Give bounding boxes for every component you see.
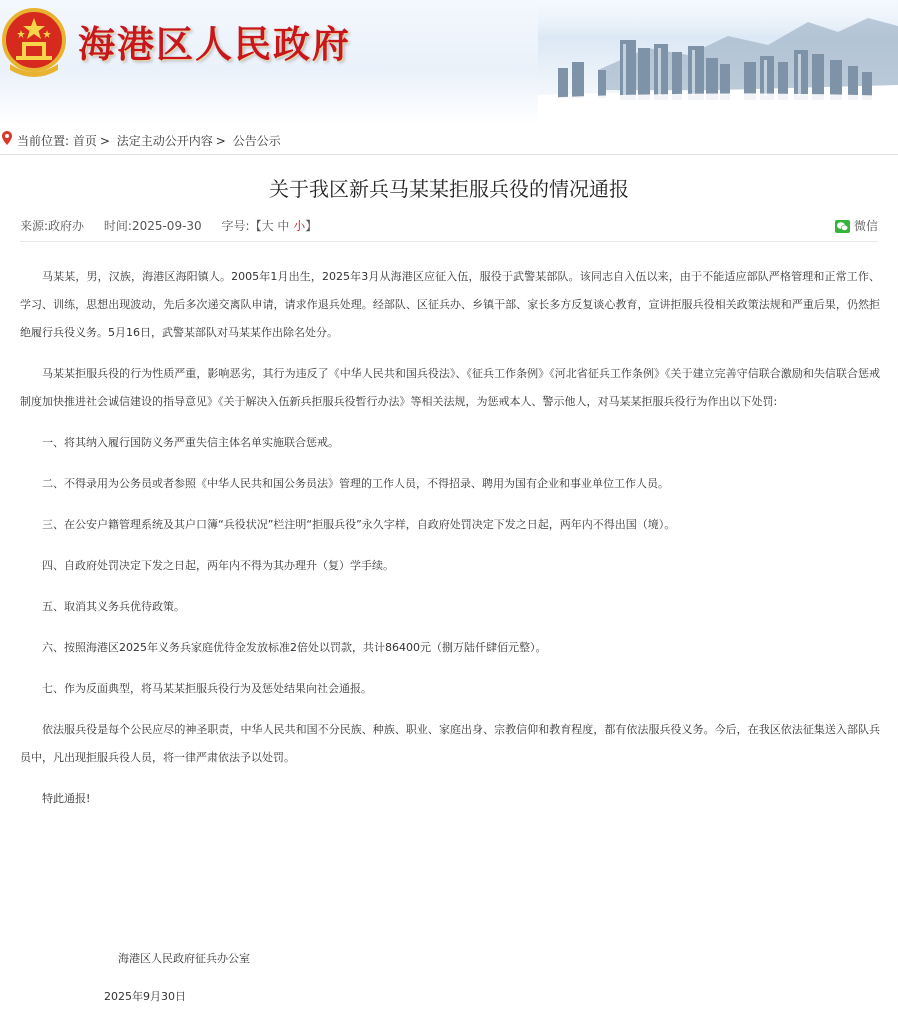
bracket-open: 【 xyxy=(249,219,262,233)
signature: 海港区人民政府征兵办公室 xyxy=(118,952,250,965)
article-body xyxy=(20,263,880,826)
meta-font-size xyxy=(222,219,318,233)
breadcrumb-home[interactable]: 首页 xyxy=(72,134,97,148)
source-label: 来源: xyxy=(20,219,49,233)
share-wechat-label: 微信 xyxy=(853,219,878,233)
share-wechat-button[interactable] xyxy=(835,217,878,234)
font-size-label: 字号: xyxy=(221,219,250,233)
breadcrumb-public-content[interactable]: 法定主动公开内容 xyxy=(116,134,213,148)
breadcrumb-separator: > xyxy=(215,134,226,148)
publish-date: 2025年9月30日 xyxy=(104,990,186,1003)
national-emblem-icon xyxy=(2,6,66,80)
breadcrumb-separator: > xyxy=(99,134,110,148)
wechat-icon xyxy=(835,220,850,233)
time-value: 2025-09-30 xyxy=(131,219,202,233)
paragraph: 五、取消其义务兵优待政策。 xyxy=(42,600,185,613)
paragraph: 四、自政府处罚决定下发之日起，两年内不得为其办理升（复）学手续。 xyxy=(42,559,394,572)
bracket-close: 】 xyxy=(305,219,318,233)
time-label: 时间: xyxy=(103,219,132,233)
paragraph: 马某某拒服兵役的行为性质严重，影响恶劣，其行为违反了《中华人民共和国兵役法》、《征兵工作条例》《河北省征兵工作条例》《关于建立完善守信联合激励和失信联合惩戒制度加快推进社会诚信建设的指导意见》《关于解决入伍新兵拒服兵役暂行办法》等相关法规，为惩戒本人、警示他人，对马某某拒服兵役行为作出以下处罚: xyxy=(20,367,880,408)
site-title[interactable]: 海港区人民政府 xyxy=(78,23,351,66)
paragraph: 六、按照海港区2025年义务兵家庭优待金发放标准2倍处以罚款，共计86400元（捌万陆仟肆佰元整）。 xyxy=(42,641,547,654)
source-value: 政府办 xyxy=(48,219,85,233)
meta-source xyxy=(20,219,84,233)
font-size-small-button[interactable]: 小 xyxy=(293,219,306,233)
site-header xyxy=(0,0,898,125)
paragraph: 七、作为反面典型，将马某某拒服兵役行为及惩处结果向社会通报。 xyxy=(42,682,372,695)
city-skyline-banner xyxy=(538,0,898,125)
paragraph: 依法服兵役是每个公民应尽的神圣职责，中华人民共和国不分民族、种族、职业、家庭出身、宗教信仰和教育程度，都有依法服兵役义务。今后，在我区依法征集送入部队兵员中，凡出现拒服兵役人员，将一律严肃依法予以处罚。 xyxy=(20,723,880,764)
breadcrumb xyxy=(0,126,898,152)
location-pin-icon xyxy=(2,131,12,145)
paragraph: 马某某，男，汉族，海港区海阳镇人。2005年1月出生，2025年3月从海港区应征入伍，服役于武警某部队。该同志自入伍以来，由于不能适应部队严格管理和正常工作、学习、训练，思想出现波动，先后多次递交离队申请，请求作退兵处理。经部队、区征兵办、乡镇干部、家长多方反复谈心教育，宣讲拒服兵役相关政策法规和严重后果，仍然拒绝履行兵役义务。5月16日，武警某部队对马某某作出除名处分。 xyxy=(20,270,880,339)
breadcrumb-announcements[interactable]: 公告公示 xyxy=(232,134,281,148)
meta-time xyxy=(104,219,202,233)
paragraph: 特此通报! xyxy=(42,792,91,805)
breadcrumb-label: 当前位置: xyxy=(17,134,70,148)
divider xyxy=(0,154,898,155)
paragraph: 二、不得录用为公务员或者参照《中华人民共和国公务员法》管理的工作人员，不得招录、聘用为国有企业和事业单位工作人员。 xyxy=(42,477,669,490)
font-size-medium-button[interactable]: 中 xyxy=(277,219,290,233)
article-title: 关于我区新兵马某某拒服兵役的情况通报 xyxy=(269,177,629,201)
paragraph: 一、将其纳入履行国防义务严重失信主体名单实施联合惩戒。 xyxy=(42,436,339,449)
font-size-large-button[interactable]: 大 xyxy=(261,219,274,233)
article-meta xyxy=(20,217,880,235)
paragraph: 三、在公安户籍管理系统及其户口簿“兵役状况”栏注明“拒服兵役”永久字样，自政府处罚决定下发之日起，两年内不得出国（境）。 xyxy=(42,518,676,531)
divider xyxy=(20,241,878,242)
